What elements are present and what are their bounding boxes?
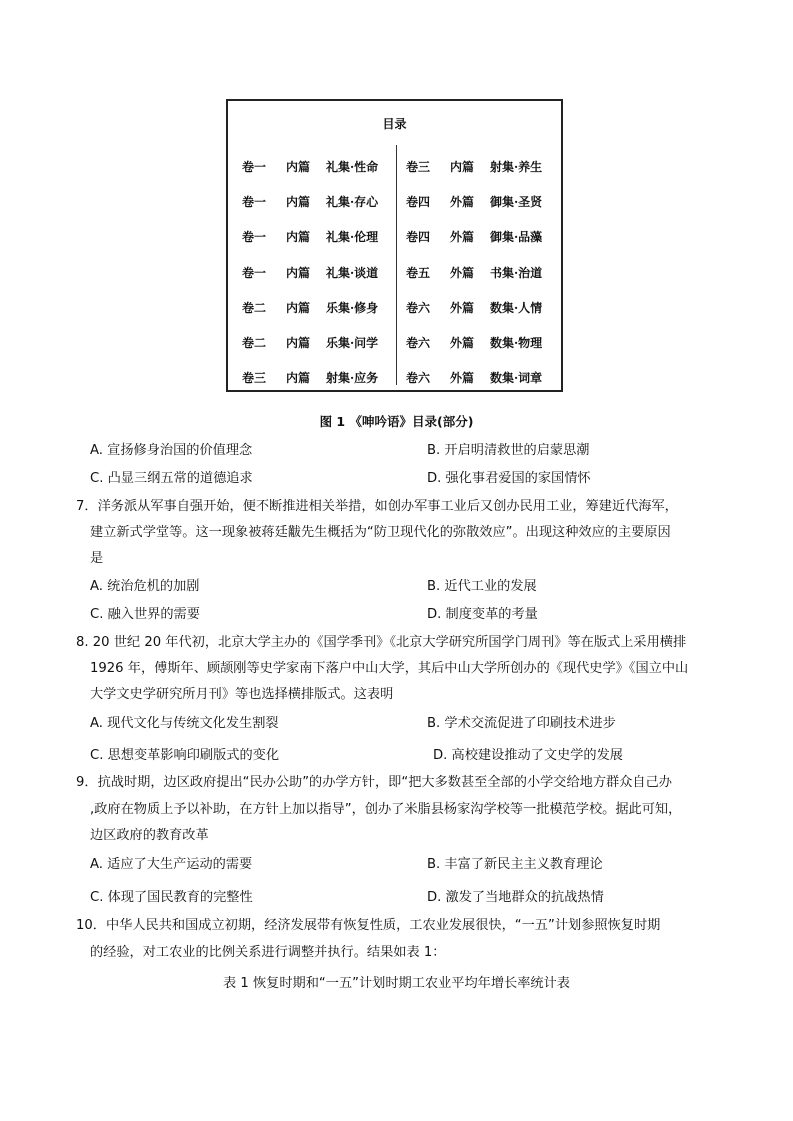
toc-chapter: 射集·养生: [490, 160, 543, 175]
toc-section: 内篇: [286, 336, 311, 351]
figure1-toc-box: [226, 99, 563, 392]
toc-left-column: [242, 149, 402, 395]
q8-stem-line1: 8. 20 世纪 20 年代初，北京大学主办的《国学季刊》《北京大学研究所国学门周刊》等在版式上采用横排: [76, 635, 687, 650]
q8-stem-line2: 1926 年，傅斯年、顾颉刚等史学家南下落户中山大学，其后中山大学所创办的《现代史学》《国立中山: [90, 661, 689, 676]
q7-option-a: A. 统治危机的加剧: [90, 579, 200, 594]
toc-right-column: [406, 149, 566, 395]
figure1-caption: 图 1 《呻吟语》目录(部分): [319, 414, 474, 429]
toc-chapter: 数集·人情: [490, 300, 543, 315]
q9-option-a: A. 适应了大生产运动的需要: [90, 857, 253, 872]
q6-option-b: B. 开启明清救世的启蒙思潮: [427, 443, 590, 458]
toc-volume: 卷二: [242, 300, 267, 315]
toc-volume: 卷五: [406, 265, 431, 280]
toc-row: [406, 149, 566, 184]
q9-stem-line1: 9．抗战时期，边区政府提出“民办公助”的办学方针，即“把大多数甚至全部的小学交给地方群众自己办: [76, 775, 672, 790]
q7-option-d: D. 制度变革的考量: [427, 607, 538, 622]
toc-row: [406, 325, 566, 360]
toc-chapter: 乐集·修身: [326, 300, 379, 315]
toc-title: 目录: [382, 117, 407, 131]
toc-section: 外篇: [450, 265, 475, 280]
toc-row: [406, 219, 566, 254]
toc-section: 内篇: [286, 371, 311, 386]
q9-option-b: B. 丰富了新民主主义教育理论: [427, 857, 603, 872]
q8-option-b: B. 学术交流促进了印刷技术进步: [427, 716, 616, 731]
toc-volume: 卷四: [406, 195, 431, 210]
q7-stem-line1: 7．洋务派从军事自强开始，便不断推进相关举措，如创办军事工业后又创办民用工业，筹建近代海军，: [76, 499, 678, 514]
toc-volume: 卷一: [242, 265, 267, 280]
toc-chapter: 礼集·伦理: [326, 230, 379, 245]
toc-chapter: 书集·治道: [490, 265, 543, 280]
toc-chapter: 御集·品藻: [490, 230, 543, 245]
toc-chapter: 数集·物理: [490, 336, 543, 351]
toc-chapter: 礼集·存心: [326, 195, 379, 210]
toc-chapter: 礼集·谈道: [326, 265, 379, 280]
q8-option-d: D. 高校建设推动了文史学的发展: [433, 748, 623, 763]
q9-stem-line2: ,政府在物质上予以补助，在方针上加以指导”，创办了米脂县杨家沟学校等一批模范学校。据此可知，: [90, 802, 682, 817]
toc-row: [406, 255, 566, 290]
toc-row: [242, 219, 402, 254]
toc-volume: 卷六: [406, 336, 431, 351]
toc-section: 外篇: [450, 300, 475, 315]
toc-row: [406, 360, 566, 395]
toc-volume: 卷三: [242, 371, 267, 386]
toc-row: [242, 360, 402, 395]
toc-volume: 卷六: [406, 300, 431, 315]
toc-chapter: 射集·应务: [326, 371, 379, 386]
toc-section: 外篇: [450, 195, 475, 210]
toc-section: 内篇: [286, 160, 311, 175]
toc-chapter: 御集·圣贤: [490, 195, 543, 210]
q7-stem-line3: 是: [90, 551, 104, 566]
q8-option-a: A. 现代文化与传统文化发生割裂: [90, 716, 279, 731]
toc-row: [242, 290, 402, 325]
toc-row: [242, 184, 402, 219]
toc-section: 内篇: [286, 265, 311, 280]
q10-stem-line2: 的经验，对工农业的比例关系进行调整并执行。结果如表 1：: [90, 945, 446, 960]
toc-section: 内篇: [286, 300, 311, 315]
toc-chapter: 数集·词章: [490, 371, 543, 386]
toc-row: [242, 325, 402, 360]
toc-volume: 卷二: [242, 336, 267, 351]
toc-section: 内篇: [450, 160, 475, 175]
q8-option-c: C. 思想变革影响印刷版式的变化: [90, 748, 280, 763]
q10-stem-line1: 10．中华人民共和国成立初期，经济发展带有恢复性质，工农业发展很快，“一五”计划参照恢复时期: [76, 918, 661, 933]
q9-option-d: D. 激发了当地群众的抗战热情: [427, 890, 604, 905]
q7-option-b: B. 近代工业的发展: [427, 579, 537, 594]
toc-chapter: 礼集·性命: [326, 160, 379, 175]
q6-option-d: D. 强化事君爱国的家国情怀: [427, 471, 591, 486]
q6-option-c: C. 凸显三纲五常的道德追求: [90, 471, 253, 486]
toc-section: 外篇: [450, 371, 475, 386]
q7-option-c: C. 融入世界的需要: [90, 607, 200, 622]
toc-section: 外篇: [450, 336, 475, 351]
toc-volume: 卷四: [406, 230, 431, 245]
toc-section: 外篇: [450, 230, 475, 245]
q9-option-c: C. 体现了国民教育的完整性: [90, 890, 253, 905]
toc-section: 内篇: [286, 230, 311, 245]
toc-section: 内篇: [286, 195, 311, 210]
toc-chapter: 乐集·问学: [326, 336, 379, 351]
toc-row: [406, 184, 566, 219]
q9-stem-line3: 边区政府的教育改革: [90, 828, 209, 843]
q7-stem-line2: 建立新式学堂等。这一现象被蒋廷黻先生概括为“防卫现代化的弥散效应”。出现这种效应的主要原因: [90, 525, 671, 540]
toc-row: [242, 255, 402, 290]
table1-title: 表 1 恢复时期和“一五”计划时期工农业平均年增长率统计表: [223, 976, 570, 991]
toc-row: [242, 149, 402, 184]
toc-volume: 卷一: [242, 195, 267, 210]
toc-volume: 卷六: [406, 371, 431, 386]
toc-row: [406, 290, 566, 325]
q6-option-a: A. 宣扬修身治国的价值理念: [90, 443, 253, 458]
toc-volume: 卷三: [406, 160, 431, 175]
q8-stem-line3: 大学文史学研究所月刊》等也选择横排版式。这表明: [90, 687, 394, 702]
toc-volume: 卷一: [242, 230, 267, 245]
toc-volume: 卷一: [242, 160, 267, 175]
